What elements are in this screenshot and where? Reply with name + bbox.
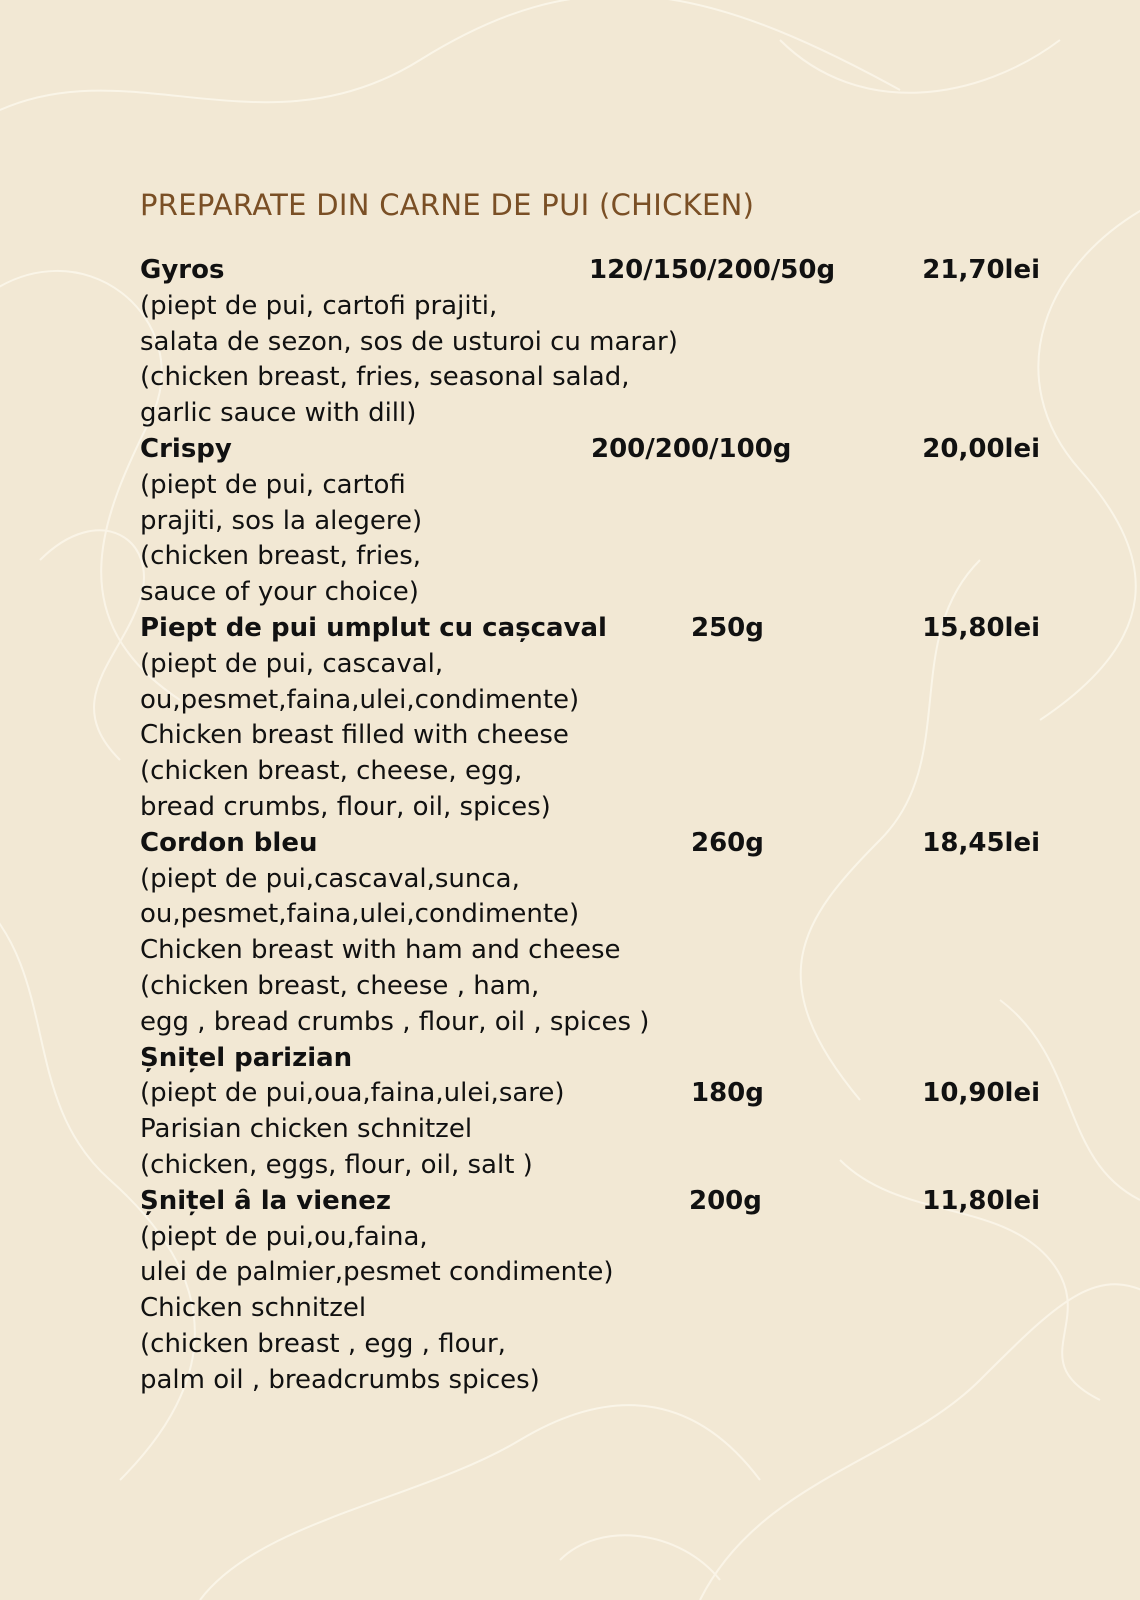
item-price: 10,90lei: [922, 1078, 1040, 1109]
item-description-line: (piept de pui,oua,faina,ulei,sare): [140, 1078, 565, 1109]
item-description-line: (chicken breast, fries, seasonal salad,: [140, 362, 630, 393]
item-price: 20,00lei: [922, 433, 1040, 464]
item-price: 11,80lei: [922, 1185, 1040, 1216]
item-description-line: salata de sezon, sos de usturoi cu marar): [140, 326, 678, 357]
item-description-line: (chicken breast, cheese , ham,: [140, 970, 540, 1001]
item-description-line: (chicken breast, fries,: [140, 541, 421, 572]
item-price: 18,45lei: [922, 827, 1040, 858]
section-title: PREPARATE DIN CARNE DE PUI (CHICKEN): [140, 188, 755, 222]
item-description-line: (piept de pui, cartofi prajiti,: [140, 290, 498, 321]
item-description-line: prajiti, sos la alegere): [140, 505, 423, 536]
menu-item: [140, 1184, 1040, 1399]
item-description-line: (chicken breast, cheese, egg,: [140, 756, 523, 787]
item-description-line: ou,pesmet,faina,ulei,condimente): [140, 684, 580, 715]
item-weight: 180g: [691, 1078, 764, 1109]
menu-item: [140, 432, 1040, 611]
menu-item: [140, 253, 1040, 432]
item-name: Cordon bleu: [140, 827, 318, 858]
menu-item: [140, 1041, 1040, 1184]
item-description-line: (piept de pui, cascaval,: [140, 648, 444, 679]
item-description-line: palm oil , breadcrumbs spices): [140, 1364, 540, 1395]
item-description-line: egg , bread crumbs , flour, oil , spices ): [140, 1006, 650, 1037]
item-weight: 120/150/200/50g: [589, 255, 836, 285]
menu-items-list: [140, 253, 1040, 1399]
item-description-line: (chicken breast , egg , flour,: [140, 1328, 506, 1359]
item-description-line: (piept de pui,cascaval,sunca,: [140, 863, 520, 894]
item-price: 15,80lei: [922, 612, 1040, 643]
menu-item: [140, 611, 1040, 826]
item-description-line: ou,pesmet,faina,ulei,condimente): [140, 899, 580, 930]
item-description-line: ulei de palmier,pesmet condimente): [140, 1257, 614, 1288]
item-name: Piept de pui umplut cu cașcaval: [140, 612, 607, 643]
item-description-line: Chicken schnitzel: [140, 1293, 367, 1324]
item-name: Șnițel ȃ la vienez: [140, 1185, 392, 1216]
menu-item: [140, 826, 1040, 1041]
item-weight: 250g: [691, 612, 764, 643]
item-name: Crispy: [140, 433, 232, 464]
item-name: Șnițel parizian: [140, 1042, 353, 1073]
item-description-line: (piept de pui,ou,faina,: [140, 1221, 428, 1252]
item-description-line: Parisian chicken schnitzel: [140, 1114, 473, 1145]
item-weight: 200g: [689, 1185, 762, 1216]
item-description-line: (chicken, eggs, flour, oil, salt ): [140, 1149, 533, 1180]
item-price: 21,70lei: [922, 255, 1040, 285]
item-description-line: Chicken breast filled with cheese: [140, 720, 569, 751]
item-name: Gyros: [140, 255, 225, 285]
menu-page: [140, 185, 1040, 1399]
item-description-line: (piept de pui, cartofi: [140, 469, 406, 500]
item-description-line: garlic sauce with dill): [140, 398, 417, 429]
item-description-line: sauce of your choice): [140, 577, 419, 608]
item-description-line: Chicken breast with ham and cheese: [140, 935, 621, 966]
item-weight: 200/200/100g: [591, 433, 792, 464]
item-description-line: bread crumbs, flour, oil, spices): [140, 791, 551, 822]
item-weight: 260g: [691, 827, 764, 858]
